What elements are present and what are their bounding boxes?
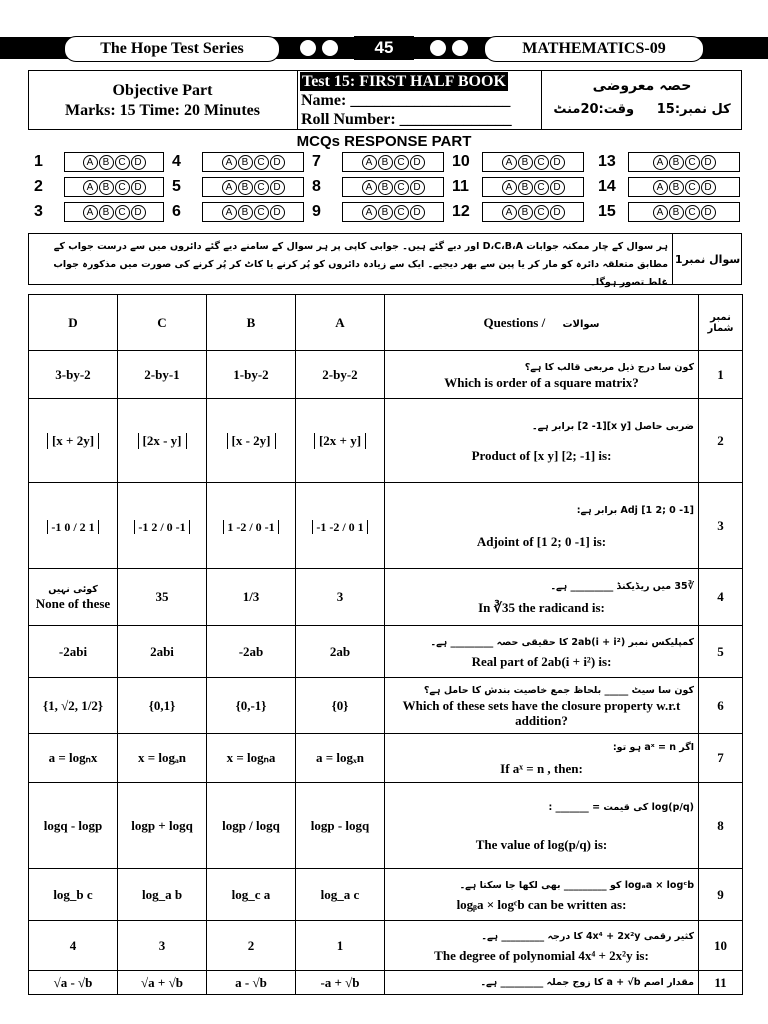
option-a: 2-by-2 xyxy=(296,351,385,399)
option-d: 3-by-2 xyxy=(29,351,118,399)
answer-bubble-c[interactable]: C xyxy=(394,180,409,195)
answer-bubble-d[interactable]: D xyxy=(270,155,285,170)
option-c: logp + logq xyxy=(118,783,207,869)
option-d: logq - logp xyxy=(29,783,118,869)
table-row xyxy=(29,399,743,483)
questions-table xyxy=(28,294,743,995)
question-number: 5 xyxy=(699,626,743,678)
answer-bubble-b[interactable]: B xyxy=(518,205,533,220)
answer-bubble-a[interactable]: A xyxy=(502,205,517,220)
table-row xyxy=(29,783,743,869)
question-number: 2 xyxy=(699,399,743,483)
question-english: Which is order of a square matrix? xyxy=(444,374,639,390)
option-a: {0} xyxy=(296,678,385,734)
answer-bubble-d[interactable]: D xyxy=(131,180,146,195)
answer-bubble-a[interactable]: A xyxy=(502,155,517,170)
table-row xyxy=(29,869,743,921)
question-english: Product of [x y] [2; -1] is: xyxy=(471,447,612,463)
objective-part-box xyxy=(28,70,298,130)
mcq-number: 7 xyxy=(312,153,321,170)
mcq-number: 3 xyxy=(34,203,43,220)
question-cell xyxy=(385,569,699,626)
table-row xyxy=(29,483,743,569)
question-urdu: کون سا درج ذیل مربعی قالب کا ہے؟ xyxy=(524,361,694,373)
col-b: B xyxy=(207,295,296,351)
option-d: a = logₙx xyxy=(29,734,118,783)
option-a: logp - logq xyxy=(296,783,385,869)
mcq-bubble-row xyxy=(628,177,740,197)
question-cell xyxy=(385,626,699,678)
answer-bubble-b[interactable]: B xyxy=(378,155,393,170)
option-c: x = logₐn xyxy=(118,734,207,783)
flower-icon xyxy=(322,40,338,56)
answer-bubble-b[interactable]: B xyxy=(518,155,533,170)
question-number: 6 xyxy=(699,678,743,734)
mcq-bubble-row xyxy=(628,152,740,172)
answer-bubble-a[interactable]: A xyxy=(222,180,237,195)
col-number: نمبر شمار xyxy=(699,295,743,351)
option-c: {0,1} xyxy=(118,678,207,734)
question-number: 1 xyxy=(699,351,743,399)
answer-bubble-a[interactable]: A xyxy=(362,155,377,170)
mcq-bubble-row xyxy=(64,202,164,222)
question-urdu: اگر aˣ = n ہو تو: xyxy=(612,742,694,753)
option-c: 2-by-1 xyxy=(118,351,207,399)
option-c: 35 xyxy=(118,569,207,626)
answer-bubble-d[interactable]: D xyxy=(410,155,425,170)
option-d: 4 xyxy=(29,921,118,971)
answer-bubble-d[interactable]: D xyxy=(270,205,285,220)
answer-bubble-c[interactable]: C xyxy=(115,205,130,220)
option-a: -1 -2 / 0 1 xyxy=(296,483,385,569)
question-urdu: کمپلیکس نمبر 2ab(i + i²) کا حقیقی حصہ _________ ہے۔ xyxy=(430,636,694,648)
option-d: √a - √b xyxy=(29,971,118,995)
question-english: Real part of 2ab(i + i²) is: xyxy=(471,653,612,669)
answer-bubble-a[interactable]: A xyxy=(222,205,237,220)
answer-bubble-a[interactable]: A xyxy=(653,155,668,170)
answer-bubble-b[interactable]: B xyxy=(669,155,684,170)
answer-bubble-b[interactable]: B xyxy=(99,180,114,195)
question-english: Which of these sets have the closure property w.r.t addition? xyxy=(402,698,681,728)
question-cell xyxy=(385,483,699,569)
question-urdu: logₐa × logᶜb کو _________ بھی لکھا جا سکتا ہے۔ xyxy=(459,879,694,891)
col-d: D xyxy=(29,295,118,351)
table-header-row xyxy=(29,295,743,351)
answer-bubble-b[interactable]: B xyxy=(378,205,393,220)
test-info-box xyxy=(298,70,542,130)
mcq-response-title: MCQs RESPONSE PART xyxy=(296,133,472,150)
question-urdu: کثیر رقمی 4x⁴ + 2x²y کا درجہ _________ ہے۔ xyxy=(481,930,694,942)
mcq-number: 14 xyxy=(598,178,616,195)
question-english: If aˣ = n , then: xyxy=(500,761,583,776)
option-a: log_a c xyxy=(296,869,385,921)
urdu-title: حصہ معروضی xyxy=(592,78,692,94)
answer-bubble-a[interactable]: A xyxy=(653,205,668,220)
flower-icon xyxy=(300,40,316,56)
urdu-info-box xyxy=(542,70,742,130)
answer-bubble-c[interactable]: C xyxy=(115,180,130,195)
answer-bubble-b[interactable]: B xyxy=(238,155,253,170)
question-number: 8 xyxy=(699,783,743,869)
answer-bubble-c[interactable]: C xyxy=(254,180,269,195)
mcq-number: 8 xyxy=(312,178,321,195)
answer-bubble-d[interactable]: D xyxy=(131,155,146,170)
answer-bubble-b[interactable]: B xyxy=(238,205,253,220)
question-urdu: Adj [1 2; 0 -1] برابر ہے: xyxy=(576,504,694,516)
question-label: سوال نمبر1 xyxy=(672,233,742,285)
answer-bubble-a[interactable]: A xyxy=(83,205,98,220)
option-d: [x + 2y] xyxy=(29,399,118,483)
mcq-number: 9 xyxy=(312,203,321,220)
answer-bubble-a[interactable]: A xyxy=(83,155,98,170)
table-row xyxy=(29,734,743,783)
answer-bubble-c[interactable]: C xyxy=(115,155,130,170)
mcq-number: 10 xyxy=(452,153,470,170)
mcq-number: 15 xyxy=(598,203,616,220)
option-b: -2ab xyxy=(207,626,296,678)
option-a: [2x + y] xyxy=(296,399,385,483)
answer-bubble-a[interactable]: A xyxy=(83,180,98,195)
mcq-bubble-row xyxy=(202,202,304,222)
mcq-number: 2 xyxy=(34,178,43,195)
answer-bubble-a[interactable]: A xyxy=(362,205,377,220)
answer-bubble-d[interactable]: D xyxy=(410,180,425,195)
mcq-number: 4 xyxy=(172,153,181,170)
mcq-bubble-row xyxy=(64,177,164,197)
table-row xyxy=(29,569,743,626)
series-title: The Hope Test Series xyxy=(64,36,280,62)
question-urdu: کون سا سیٹ _____ بلحاظ جمع خاصیت بندش کا حامل ہے؟ xyxy=(423,685,694,696)
mcq-bubble-row xyxy=(202,152,304,172)
option-a: 3 xyxy=(296,569,385,626)
option-b: a - √b xyxy=(207,971,296,995)
urdu-time: وقت:20منٹ xyxy=(553,102,635,117)
option-a: -a + √b xyxy=(296,971,385,995)
question-english: In ∛35 the radicand is: xyxy=(478,600,605,615)
answer-bubble-d[interactable]: D xyxy=(550,180,565,195)
col-c: C xyxy=(118,295,207,351)
option-b: logp / logq xyxy=(207,783,296,869)
roll-number-field[interactable]: Roll Number: ______________ xyxy=(301,111,512,128)
question-urdu: log(p/q) کی قیمت = _______ : xyxy=(548,801,694,813)
table-row xyxy=(29,678,743,734)
question-cell xyxy=(385,399,699,483)
mcq-number: 11 xyxy=(452,178,469,195)
answer-bubble-b[interactable]: B xyxy=(518,180,533,195)
option-a: 1 xyxy=(296,921,385,971)
answer-bubble-b[interactable]: B xyxy=(669,205,684,220)
mcq-bubble-row xyxy=(482,202,584,222)
question-cell xyxy=(385,971,699,995)
question-number: 7 xyxy=(699,734,743,783)
option-c: 3 xyxy=(118,921,207,971)
mcq-number: 5 xyxy=(172,178,181,195)
col-a: A xyxy=(296,295,385,351)
answer-bubble-d[interactable]: D xyxy=(270,180,285,195)
answer-bubble-d[interactable]: D xyxy=(550,155,565,170)
test-number: 45 xyxy=(354,36,414,60)
mcq-bubble-row xyxy=(64,152,164,172)
flower-icon xyxy=(452,40,468,56)
answer-bubble-a[interactable]: A xyxy=(653,180,668,195)
answer-bubble-b[interactable]: B xyxy=(238,180,253,195)
question-english: The value of log(p/q) is: xyxy=(475,836,608,852)
answer-bubble-b[interactable]: B xyxy=(99,155,114,170)
question-cell xyxy=(385,678,699,734)
answer-bubble-c[interactable]: C xyxy=(534,205,549,220)
answer-bubble-c[interactable]: C xyxy=(534,155,549,170)
option-b: x = logₙa xyxy=(207,734,296,783)
answer-bubble-d[interactable]: D xyxy=(701,205,716,220)
table-row xyxy=(29,971,743,995)
option-d: -1 0 / 2 1 xyxy=(29,483,118,569)
question-number: 3 xyxy=(699,483,743,569)
instruction-text: ہر سوال کے چار ممکنہ جوابات D،C،B،A اور دیے گئے ہیں۔ جوابی کاپی پر ہر سوال کے سامنے دیے گئے دائروں میں سے درست جواب کے مطابق متعلقہ دائرہ کو مار کر یا پین سے بھر دیجیے۔ ایک سے زیادہ دائروں کو پُر کرنے یا کاٹ کر پُر کرنے کی صورت میں مذکورہ جواب غلط تصور ہوگا۔ xyxy=(53,241,668,288)
option-c: [2x - y] xyxy=(118,399,207,483)
answer-bubble-c[interactable]: C xyxy=(534,180,549,195)
objective-title: Objective Part xyxy=(112,82,213,99)
answer-bubble-c[interactable]: C xyxy=(254,205,269,220)
option-b: {0,-1} xyxy=(207,678,296,734)
option-b: 1 -2 / 0 -1 xyxy=(207,483,296,569)
mcq-number: 1 xyxy=(34,153,43,170)
option-d: -2abi xyxy=(29,626,118,678)
question-number: 4 xyxy=(699,569,743,626)
option-c: -1 2 / 0 -1 xyxy=(118,483,207,569)
answer-bubble-a[interactable]: A xyxy=(362,180,377,195)
answer-bubble-d[interactable]: D xyxy=(701,180,716,195)
question-number: 10 xyxy=(699,921,743,971)
mcq-bubble-row xyxy=(342,177,444,197)
flower-icon xyxy=(430,40,446,56)
mcq-bubble-row xyxy=(342,202,444,222)
name-field[interactable]: Name: ____________________ xyxy=(301,92,511,109)
table-row xyxy=(29,351,743,399)
answer-bubble-c[interactable]: C xyxy=(685,180,700,195)
question-english: The degree of polynomial 4x⁴ + 2x²y is: xyxy=(434,947,649,963)
question-cell xyxy=(385,869,699,921)
mcq-number: 13 xyxy=(598,153,616,170)
answer-bubble-b[interactable]: B xyxy=(378,180,393,195)
mcq-bubble-row xyxy=(482,152,584,172)
answer-bubble-d[interactable]: D xyxy=(131,205,146,220)
option-b: [x - 2y] xyxy=(207,399,296,483)
col-questions: Questions / سوالات xyxy=(385,295,699,351)
test-title: Test 15: FIRST HALF BOOK xyxy=(302,73,506,90)
question-cell xyxy=(385,351,699,399)
mcq-bubble-row xyxy=(202,177,304,197)
option-d: {1, √2, 1/2} xyxy=(29,678,118,734)
option-b: log_c a xyxy=(207,869,296,921)
option-c: log_a b xyxy=(118,869,207,921)
answer-bubble-c[interactable]: C xyxy=(254,155,269,170)
answer-bubble-a[interactable]: A xyxy=(502,180,517,195)
question-urdu: ∛35 میں ریڈیکنڈ _________ ہے۔ xyxy=(550,581,694,592)
option-d: log_b c xyxy=(29,869,118,921)
option-b: 1-by-2 xyxy=(207,351,296,399)
marks-time: Marks: 15 Time: 20 Minutes xyxy=(65,102,260,119)
answer-bubble-d[interactable]: D xyxy=(550,205,565,220)
mcq-bubble-row xyxy=(628,202,740,222)
question-cell xyxy=(385,921,699,971)
mcq-number: 12 xyxy=(452,203,470,220)
option-c: 2abi xyxy=(118,626,207,678)
option-c: √a + √b xyxy=(118,971,207,995)
answer-bubble-c[interactable]: C xyxy=(685,205,700,220)
question-urdu: ضربی حاصل [x y][2 -1] برابر ہے۔ xyxy=(532,420,694,432)
option-b: 1/3 xyxy=(207,569,296,626)
question-english: Adjoint of [1 2; 0 -1] is: xyxy=(476,533,607,549)
mcq-bubble-row xyxy=(482,177,584,197)
answer-bubble-b[interactable]: B xyxy=(99,205,114,220)
table-row xyxy=(29,921,743,971)
answer-bubble-c[interactable]: C xyxy=(394,155,409,170)
question-number: 11 xyxy=(699,971,743,995)
answer-bubble-d[interactable]: D xyxy=(701,155,716,170)
question-cell xyxy=(385,783,699,869)
table-row xyxy=(29,626,743,678)
answer-bubble-c[interactable]: C xyxy=(685,155,700,170)
answer-bubble-a[interactable]: A xyxy=(222,155,237,170)
subject-title: MATHEMATICS-09 xyxy=(484,36,704,62)
answer-bubble-d[interactable]: D xyxy=(410,205,425,220)
question-urdu: مقدار اصم a + √b کا زوج جملہ _________ ہے۔ xyxy=(480,977,694,988)
question-english: logᵦa × logᶜb can be written as: xyxy=(456,896,627,912)
option-a: a = logₓn xyxy=(296,734,385,783)
urdu-marks: کل نمبر:15 xyxy=(656,102,731,117)
question-number: 9 xyxy=(699,869,743,921)
answer-bubble-c[interactable]: C xyxy=(394,205,409,220)
answer-bubble-b[interactable]: B xyxy=(669,180,684,195)
option-b: 2 xyxy=(207,921,296,971)
option-a: 2ab xyxy=(296,626,385,678)
question-cell xyxy=(385,734,699,783)
mcq-bubble-row xyxy=(342,152,444,172)
option-d: کوئی نہیں None of these xyxy=(29,569,118,626)
mcq-number: 6 xyxy=(172,203,181,220)
